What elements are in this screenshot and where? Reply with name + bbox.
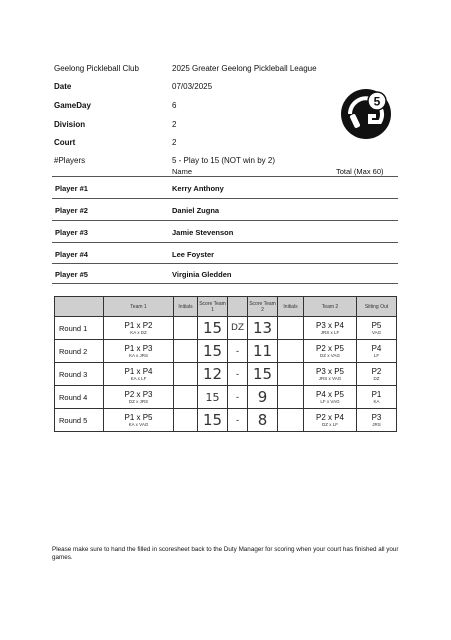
dash-header bbox=[228, 297, 248, 317]
team2-pair: P3 x P4 bbox=[315, 320, 344, 330]
round-header bbox=[55, 297, 104, 317]
initials2-cell[interactable] bbox=[278, 340, 304, 363]
gameday-value: 6 bbox=[172, 101, 177, 110]
sitting-out-initials: DZ bbox=[373, 375, 380, 381]
initials1-cell[interactable] bbox=[174, 317, 198, 340]
initials1-header: Initials bbox=[174, 297, 198, 317]
sitting-out-header: Sitting Out bbox=[357, 297, 397, 317]
round-label: Round 5 bbox=[55, 409, 104, 432]
score2-cell[interactable]: 8 bbox=[248, 409, 278, 432]
table-header-row bbox=[55, 297, 397, 317]
players-count-label: #Players bbox=[54, 156, 86, 165]
court-label: Court bbox=[54, 138, 76, 147]
table-row bbox=[55, 409, 397, 432]
round-label: Round 2 bbox=[55, 340, 104, 363]
player-2-label: Player #2 bbox=[55, 206, 88, 215]
team2-pair: P2 x P4 bbox=[315, 412, 344, 422]
score1-cell[interactable]: 15 bbox=[198, 317, 228, 340]
divider bbox=[52, 176, 398, 177]
sitting-out-player: P2 bbox=[371, 366, 382, 376]
player-4-name: Lee Foyster bbox=[172, 250, 215, 259]
divider bbox=[52, 283, 398, 284]
sitting-out-player: P3 bbox=[371, 412, 382, 422]
sitting-out-cell bbox=[357, 317, 397, 340]
team1-cell bbox=[104, 386, 174, 409]
sitting-out-player: P4 bbox=[371, 343, 382, 353]
table-row bbox=[55, 386, 397, 409]
team2-pair: P3 x P5 bbox=[315, 366, 344, 376]
team2-initials: JRS x LF bbox=[320, 329, 340, 335]
player-5-label: Player #5 bbox=[55, 270, 88, 279]
score-dash: - bbox=[228, 340, 248, 363]
sitting-out-cell bbox=[357, 363, 397, 386]
team2-cell bbox=[304, 340, 357, 363]
team1-cell bbox=[104, 340, 174, 363]
team1-pair: P1 x P2 bbox=[124, 320, 153, 330]
team2-cell bbox=[304, 409, 357, 432]
score1-cell[interactable]: 12 bbox=[198, 363, 228, 386]
player-1-name: Kerry Anthony bbox=[172, 184, 224, 193]
team2-cell bbox=[304, 317, 357, 340]
team2-pair: P4 x P5 bbox=[315, 389, 344, 399]
round-label: Round 3 bbox=[55, 363, 104, 386]
initials2-cell[interactable] bbox=[278, 317, 304, 340]
player-3-label: Player #3 bbox=[55, 228, 88, 237]
initials2-header: Initials bbox=[278, 297, 304, 317]
score2-header: Score Team 2 bbox=[248, 297, 278, 317]
score1-header: Score Team 1 bbox=[198, 297, 228, 317]
team1-header: Team 1 bbox=[104, 297, 174, 317]
team1-pair: P1 x P4 bbox=[124, 366, 153, 376]
footer-instruction: Please make sure to hand the filled in scoresheet back to the Duty Manager for scoring when your court has finished all your games. bbox=[52, 546, 399, 561]
league-name: 2025 Greater Geelong Pickleball League bbox=[172, 64, 317, 73]
divider bbox=[52, 242, 398, 243]
score2-cell[interactable]: 15 bbox=[248, 363, 278, 386]
table-row bbox=[55, 317, 397, 340]
initials1-cell[interactable] bbox=[174, 340, 198, 363]
date-label: Date bbox=[54, 82, 72, 91]
divider bbox=[52, 263, 398, 264]
score-table bbox=[54, 296, 397, 432]
player-1-label: Player #1 bbox=[55, 184, 88, 193]
initials1-cell[interactable] bbox=[174, 363, 198, 386]
score-dash: - bbox=[228, 363, 248, 386]
score1-cell[interactable]: 15 bbox=[198, 386, 228, 409]
team1-initials: KA x VAG bbox=[128, 421, 149, 427]
division-label: Division bbox=[54, 120, 86, 129]
team2-cell bbox=[304, 363, 357, 386]
player-3-name: Jamie Stevenson bbox=[172, 228, 234, 237]
name-column-header: Name bbox=[172, 167, 193, 176]
score2-cell[interactable]: 9 bbox=[248, 386, 278, 409]
player-5-name: Virginia Gledden bbox=[172, 270, 232, 279]
players-count-value: 5 - Play to 15 (NOT win by 2) bbox=[172, 156, 275, 165]
score2-cell[interactable]: 11 bbox=[248, 340, 278, 363]
initials1-cell[interactable] bbox=[174, 409, 198, 432]
initials2-cell[interactable] bbox=[278, 363, 304, 386]
team1-cell bbox=[104, 409, 174, 432]
sitting-out-cell bbox=[357, 340, 397, 363]
total-column-header: Total (Max 60) bbox=[336, 167, 384, 176]
divider bbox=[52, 198, 398, 199]
score1-cell[interactable]: 15 bbox=[198, 409, 228, 432]
sitting-out-cell bbox=[357, 409, 397, 432]
court-value: 2 bbox=[172, 138, 177, 147]
score-dash: - bbox=[228, 386, 248, 409]
team1-initials: KA x JRS bbox=[128, 352, 148, 358]
score1-signoff: DZ bbox=[228, 317, 248, 340]
sitting-out-player: P5 bbox=[371, 320, 382, 330]
team1-pair: P2 x P3 bbox=[124, 389, 153, 399]
team1-initials: KA x DZ bbox=[130, 329, 147, 335]
team1-cell bbox=[104, 317, 174, 340]
club-logo-icon bbox=[340, 88, 392, 140]
team2-initials: DZ x VAG bbox=[320, 352, 340, 358]
initials2-cell[interactable] bbox=[278, 409, 304, 432]
team2-initials: LF x VAG bbox=[320, 398, 340, 404]
player-2-name: Daniel Zugna bbox=[172, 206, 220, 215]
divider bbox=[52, 220, 398, 221]
team1-cell bbox=[104, 363, 174, 386]
round-label: Round 1 bbox=[55, 317, 104, 340]
team1-pair: P1 x P3 bbox=[124, 343, 153, 353]
division-value: 2 bbox=[172, 120, 177, 129]
player-4-label: Player #4 bbox=[55, 250, 88, 259]
initials1-cell[interactable] bbox=[174, 386, 198, 409]
gameday-label: GameDay bbox=[54, 101, 91, 110]
table-row bbox=[55, 340, 397, 363]
score2-cell[interactable]: 13 bbox=[248, 317, 278, 340]
initials2-cell[interactable] bbox=[278, 386, 304, 409]
team1-initials: DZ x JRS bbox=[128, 398, 149, 404]
table-row bbox=[55, 363, 397, 386]
team2-cell bbox=[304, 386, 357, 409]
team2-header: Team 2 bbox=[304, 297, 357, 317]
logo-number: 5 bbox=[373, 94, 381, 109]
sitting-out-initials: KA bbox=[373, 398, 380, 404]
date-value: 07/03/2025 bbox=[172, 82, 213, 91]
sitting-out-initials: JRS bbox=[372, 421, 381, 427]
round-label: Round 4 bbox=[55, 386, 104, 409]
sitting-out-initials: LF bbox=[373, 352, 380, 358]
team1-initials: KA x LF bbox=[130, 375, 147, 381]
team2-pair: P2 x P5 bbox=[315, 343, 344, 353]
team2-initials: DZ x LF bbox=[321, 421, 338, 427]
club-name: Geelong Pickleball Club bbox=[54, 64, 139, 73]
score-dash: - bbox=[228, 409, 248, 432]
sitting-out-initials: VAG bbox=[371, 329, 382, 335]
team1-pair: P1 x P5 bbox=[124, 412, 153, 422]
score1-cell[interactable]: 15 bbox=[198, 340, 228, 363]
sitting-out-cell bbox=[357, 386, 397, 409]
team2-initials: JRS x VAG bbox=[318, 375, 342, 381]
sitting-out-player: P1 bbox=[371, 389, 382, 399]
